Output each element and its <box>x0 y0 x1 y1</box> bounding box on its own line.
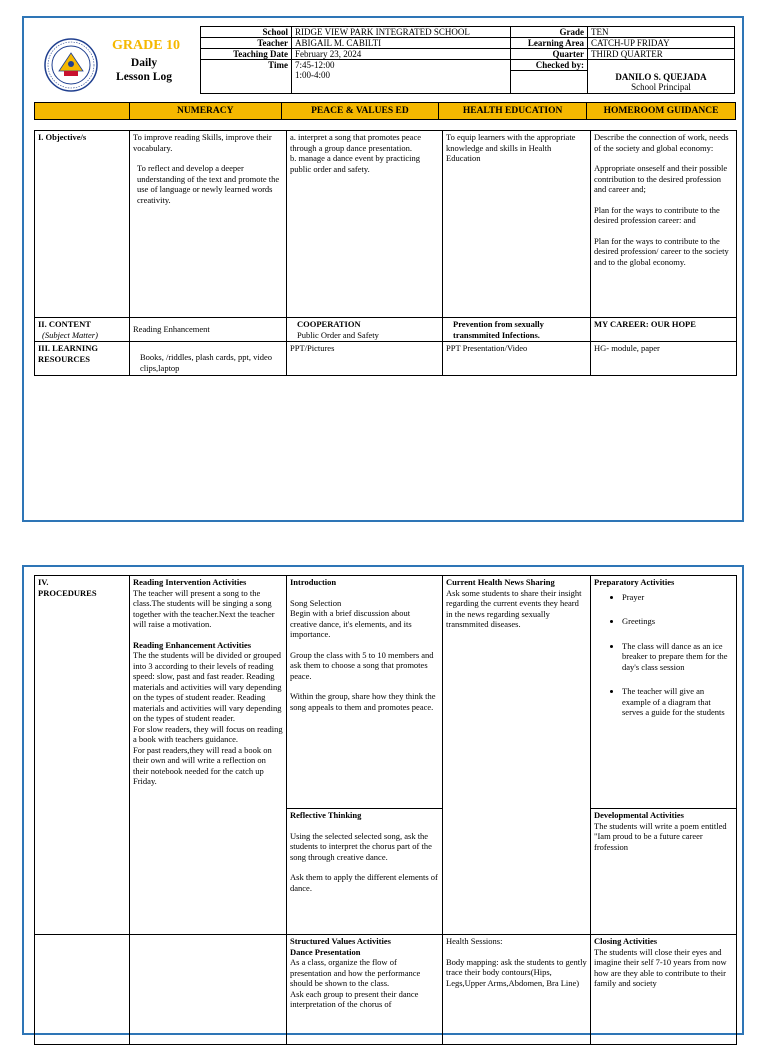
activity-heading: Current Health News Sharing <box>446 577 555 587</box>
list-item: • The class will dance as an ice breaker to prepare them for the day's class session <box>622 641 733 673</box>
activity-heading: Health Sessions: <box>446 936 503 946</box>
objective-text: a. interpret a song that promotes peace through a group dance presentation. <box>290 132 421 153</box>
teaching-date-label: Teaching Date <box>201 49 292 60</box>
lesson-log-page-1 <box>22 16 744 522</box>
procedures-health-sessions <box>443 935 591 1045</box>
teacher-value: ABIGAIL M. CABILTI <box>292 38 511 49</box>
objective-text: Describe the connection of work, needs of the society and global economy: <box>594 132 729 153</box>
content-title: II. CONTENT <box>38 319 91 329</box>
activity-text: As a class, organize the flow of presentation and how the performance should be shown to the class. <box>290 957 421 988</box>
quarter-label: Quarter <box>511 49 588 60</box>
objective-text: Plan for the ways to contribute to the desired profession career: and <box>594 204 720 225</box>
activity-heading: Dance Presentation <box>290 946 361 957</box>
activity-heading: Reading Intervention Activities <box>133 577 247 587</box>
procedures-homeroom-closing <box>591 935 737 1045</box>
resources-peace: PPT/Pictures <box>287 342 443 376</box>
grade-value: TEN <box>588 27 735 38</box>
objective-text: b. manage a dance event by practicing public order and safety. <box>290 153 421 174</box>
activity-text: For past readers,they will read a book on their own and will write a reflection on their notebook needed for the catch up Friday. <box>133 744 272 786</box>
activity-text: Group the class with 5 to 10 members and ask them to choose a song that promotes peace. <box>290 649 434 681</box>
activity-text: Using the selected selected song, ask the students to interpret the chorus part of the song through creative dance. <box>290 830 432 862</box>
activity-text: Within the group, share how they think the song appeals to them and promotes peace. <box>290 691 436 712</box>
content-numeracy: Reading Enhancement <box>130 318 287 342</box>
objectives-homeroom <box>591 131 737 318</box>
principal-title: School Principal <box>631 82 691 92</box>
learning-area-value: CATCH-UP FRIDAY <box>588 38 735 49</box>
header-info-table <box>200 26 735 94</box>
procedures-blank <box>35 935 130 1045</box>
activity-text: The students will write a poem entitled "Iam proud to be a future career frofession <box>594 820 727 852</box>
lesson-grid-procedures <box>34 575 737 1045</box>
grade-label: Grade <box>511 27 588 38</box>
activity-text: Ask each group to present their dance interpretation of the chorus of <box>290 988 419 1009</box>
list-item: • The teacher will give an example of a diagram that serves a guide for the students <box>622 686 733 718</box>
subject-blank <box>35 103 130 120</box>
activity-text: The the students will be divided or grouped into 3 according to their levels of reading speed: slow, past and fast reader. Reading materials and activities will vary depending on the types of student reader. Reading materials and activities will vary depending on the types of student reader. <box>133 650 282 723</box>
activity-heading: Developmental Activities <box>594 810 684 820</box>
content-label <box>35 318 130 342</box>
activity-heading: Preparatory Activities <box>594 577 675 587</box>
procedures-peace-intro <box>287 576 443 809</box>
content-peace <box>287 318 443 342</box>
procedures-title: PROCEDURES <box>38 587 97 598</box>
procedures-homeroom-dev <box>591 809 737 935</box>
objectives-label: I. Objective/s <box>35 131 130 318</box>
resources-homeroom: HG- module, paper <box>591 342 737 376</box>
activity-text: The teacher will present a song to the class.The students will be singing a song together with the teacher.Next the teacher will raise a motivation. <box>133 587 275 629</box>
time-afternoon: 1:00-4:00 <box>295 70 330 80</box>
lesson-log-page-2 <box>22 565 744 1035</box>
content-homeroom: MY CAREER: OUR HOPE <box>591 318 737 342</box>
procedures-health <box>443 576 591 935</box>
content-health: Prevention from sexually transmmited Infections. <box>443 318 591 342</box>
subject-health: HEALTH EDUCATION <box>439 103 587 120</box>
objective-text: To improve reading Skills, improve their vocabulary. <box>133 132 272 153</box>
activity-heading: Structured Values Activities <box>290 936 391 946</box>
objective-text: To reflect and develop a deeper understanding of the text and promote the use of language or newly learned words creativity. <box>137 163 280 205</box>
procedures-numeracy <box>130 576 287 935</box>
activity-heading: Closing Activities <box>594 936 658 946</box>
activity-heading: Reading Enhancement Activities <box>133 639 252 650</box>
activity-text: Ask them to apply the different elements of dance. <box>290 872 438 893</box>
subject-homeroom: HOMEROOM GUIDANCE <box>587 103 736 120</box>
lesson-grid-top <box>34 130 737 376</box>
activity-text: Body mapping: ask the students to gently trace their body contours(Hips, Legs,Upper Arms,Abdomen, Bra Line) <box>446 956 587 988</box>
content-peace-sub: Public Order and Safety <box>297 329 379 340</box>
subject-peace-values: PEACE & VALUES ED <box>281 103 439 120</box>
activity-text: For slow readers, they will focus on reading a book with teachers guidance. <box>133 723 283 744</box>
teacher-label: Teacher <box>201 38 292 49</box>
procedures-peace-reflective <box>287 809 443 935</box>
content-peace-title: COOPERATION <box>297 319 361 329</box>
quarter-value: THIRD QUARTER <box>588 49 735 60</box>
procedures-numeracy-blank <box>130 935 287 1045</box>
objectives-numeracy <box>130 131 287 318</box>
grade-heading: GRADE 10 <box>112 38 181 53</box>
activity-text: Song Selection <box>290 597 342 608</box>
checked-by-label: Checked by: <box>511 60 588 71</box>
principal-signature-block <box>588 60 735 94</box>
document-title: Daily Lesson Log <box>116 57 172 83</box>
list-item: • Prayer <box>622 592 733 603</box>
deped-seal-icon <box>44 38 98 92</box>
procedures-homeroom-prep <box>591 576 737 809</box>
objective-text: Plan for the ways to contribute to the desired profession/ career to the society and to the global economy. <box>594 235 729 267</box>
activity-text: Begin with a brief discussion about creative dance, it's elements, and its importance. <box>290 608 412 639</box>
procedures-number: IV. <box>38 577 49 587</box>
procedures-peace-values <box>287 935 443 1045</box>
activity-heading: Reflective Thinking <box>290 810 362 820</box>
objective-text: Appropriate onseself and their possible contribution to the desired profession and career and; <box>594 163 728 194</box>
list-item: • Greetings <box>622 616 733 627</box>
principal-name: DANILO S. QUEJADA <box>615 72 707 82</box>
checked-by-blank <box>511 71 588 94</box>
school-value: RIDGE VIEW PARK INTEGRATED SCHOOL <box>292 27 511 38</box>
subject-numeracy: NUMERACY <box>129 103 281 120</box>
school-label: School <box>201 27 292 38</box>
resources-label: III. LEARNING RESOURCES <box>35 342 130 376</box>
learning-area-label: Learning Area <box>511 38 588 49</box>
time-label: Time <box>201 60 292 94</box>
preparatory-list <box>594 592 733 718</box>
procedures-label <box>35 576 130 935</box>
activity-heading: Introduction <box>290 577 337 587</box>
time-value <box>292 60 511 94</box>
teaching-date-value: February 23, 2024 <box>292 49 511 60</box>
time-morning: 7:45-12:00 <box>295 60 335 70</box>
resources-health: PPT Presentation/Video <box>443 342 591 376</box>
resources-numeracy: Books, /riddles, plash cards, ppt, video clips,laptop <box>130 342 287 376</box>
content-sublabel: (Subject Matter) <box>42 329 98 340</box>
subject-header-bar <box>34 102 736 120</box>
activity-text: The students will close their eyes and imagine their self 7-10 years from now how are they able to contribute to their family and society <box>594 946 727 988</box>
objectives-health: To equip learners with the appropriate knowledge and skills in Health Education <box>443 131 591 318</box>
objectives-peace <box>287 131 443 318</box>
activity-text: Ask some students to share their insight regarding the current events they heard in the news regarding sexually transmmited diseases. <box>446 587 582 629</box>
